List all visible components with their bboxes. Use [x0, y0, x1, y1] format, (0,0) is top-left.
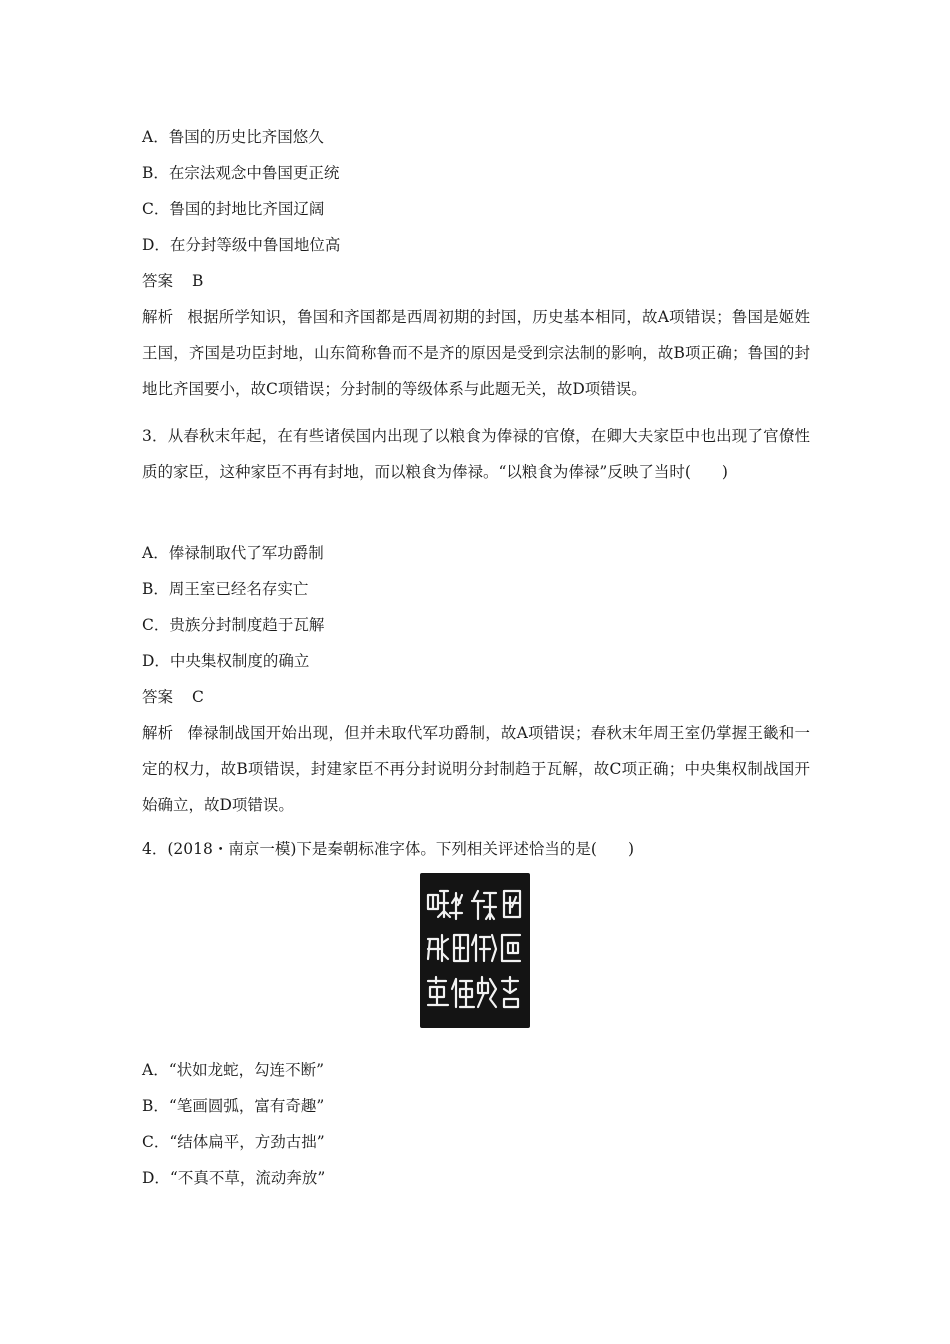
q2-option-b: B．在宗法观念中鲁国更正统	[142, 164, 340, 182]
q3-analysis	[142, 715, 810, 823]
q2-analysis-label: 解析	[142, 308, 174, 326]
q2-analysis-text: 根据所学知识，鲁国和齐国都是西周初期的封国，历史基本相同，故A项错误；鲁国是姬姓王国，齐国是功臣封地，山东简称鲁而不是齐的原因是受到宗法制的影响，故B项正确；鲁国的封地比齐国要小，故C项错误；分封制的等级体系与此题无关，故D项错误。	[142, 308, 810, 398]
q2-answer	[142, 270, 203, 292]
q4-option-d: D．“不真不草，流动奔放”	[142, 1169, 326, 1187]
q4-option-b: B．“笔画圆弧，富有奇趣”	[142, 1097, 325, 1115]
q3-answer-label: 答案	[142, 688, 174, 706]
q2-answer-label: 答案	[142, 272, 174, 290]
q3-option-c: C．贵族分封制度趋于瓦解	[142, 616, 325, 634]
q2-option-c: C．鲁国的封地比齐国辽阔	[142, 200, 325, 218]
q2-answer-value: B	[191, 272, 204, 290]
q3-analysis-text: 俸禄制战国开始出现，但并未取代军功爵制，故A项错误；春秋末年周王室仍掌握王畿和一定的权力，故B项错误，封建家臣不再分封说明分封制趋于瓦解，故C项正确；中央集权制战国开始确立，故D项错误。	[142, 724, 810, 814]
q3-answer	[142, 686, 204, 708]
q4-option-a: A．“状如龙蛇，勾连不断”	[142, 1061, 325, 1079]
q3-option-d: D．中央集权制度的确立	[142, 652, 310, 670]
seal-script-calligraphy-image	[420, 873, 530, 1028]
q4-option-c: C．“结体扁平，方劲古拙”	[142, 1133, 325, 1151]
q3-option-a: A．俸禄制取代了军功爵制	[142, 544, 324, 562]
q2-option-d: D．在分封等级中鲁国地位高	[142, 236, 341, 254]
q4-stem: 4．(2018・南京一模)下是秦朝标准字体。下列相关评述恰当的是( )	[142, 840, 634, 858]
q3-analysis-label: 解析	[142, 724, 174, 742]
seal-script-glyphs	[420, 873, 530, 1028]
q3-answer-value: C	[191, 688, 204, 706]
q3-option-b: B．周王室已经名存实亡	[142, 580, 309, 598]
q3-stem: 3．从春秋末年起，在有些诸侯国内出现了以粮食为俸禄的官僚，在卿大夫家臣中也出现了官僚性质的家臣，这种家臣不再有封地，而以粮食为俸禄。“以粮食为俸禄”反映了当时( )	[142, 427, 810, 481]
q2-analysis	[142, 299, 810, 407]
q2-option-a: A．鲁国的历史比齐国悠久	[142, 128, 324, 146]
